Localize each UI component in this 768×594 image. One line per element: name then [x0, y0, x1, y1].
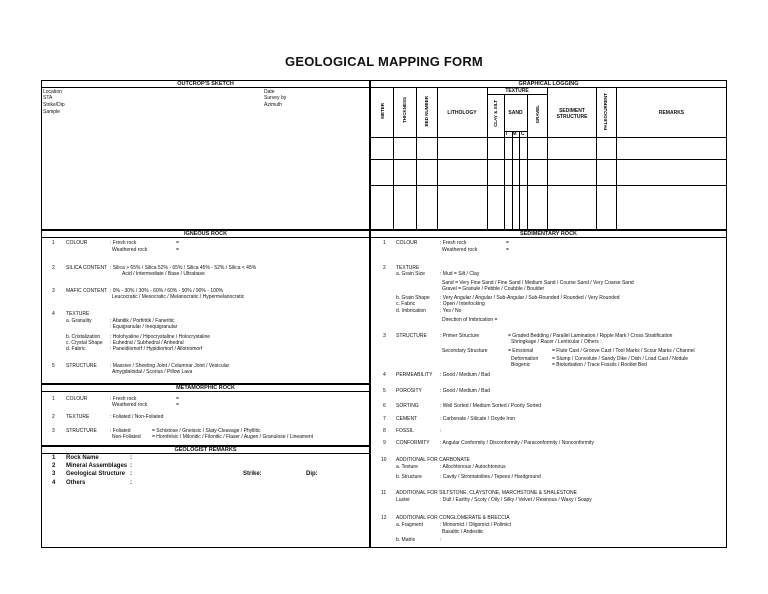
- igneous-structure-v1: : Massive / Sheeting Joint / Columnar Joint / Vesicular: [110, 363, 230, 369]
- igneous-fabric-label: d. Fabric: [66, 346, 86, 352]
- sed-permeability-no: 4: [383, 372, 386, 378]
- sed-biogenic-value: = Bioturbation / Trace Fossils / Rootlet Bed: [552, 362, 647, 368]
- col-thickness: THICKNESS: [402, 97, 407, 124]
- sed-imbrication-value: : Yes / No: [440, 308, 462, 314]
- sed-imbrication-label: d. Imbrication: [396, 308, 427, 314]
- meta-structure-foliated: : Foliated: [110, 428, 131, 434]
- sed-sorting-no: 6: [383, 403, 386, 409]
- igneous-colour-no: 1: [52, 240, 55, 246]
- sed-siltstone-no: 11: [381, 490, 387, 496]
- igneous-cryst-label: b. Cristalization: [66, 334, 101, 340]
- sed-structure-no: 3: [383, 333, 386, 339]
- meta-structure-no: 3: [52, 428, 55, 434]
- meta-colour-fresh: : Fresh rock: [110, 396, 137, 402]
- remark-minerals-no: 2: [52, 463, 56, 469]
- igneous-mafic-label: MAFIC CONTENT: [66, 288, 108, 294]
- igneous-cryst-value: : Holohyaline / Hipocrystaline / Holocrystaline: [110, 334, 211, 340]
- sed-fragment-value2: Basaltic / Andesitic: [442, 529, 484, 535]
- sed-deformation-label: Deformation: [511, 356, 539, 362]
- remark-rock-name: Rock Name: [66, 455, 99, 461]
- sed-fabric-value: : Open / Interlocking: [440, 301, 485, 307]
- meta-structure-foliated-values: = Schistose / Gneissic / Slaty-Cleavage / Phyllitic: [152, 428, 261, 434]
- sed-deformation-value: = Slump / Convolute / Sandy Dike / Dish / Load Cast / Nodule: [552, 356, 689, 362]
- sed-luster-label: Luster: [396, 497, 410, 503]
- igneous-shape-label: c. Crystal Shape: [66, 340, 103, 346]
- sed-primer-v1: = Graded Bedding / Parallel Lamination / Ripple Mark / Cross Stratification: [508, 333, 673, 339]
- sed-carbonate-no: 10: [381, 457, 387, 463]
- meta-texture-label: TEXTURE: [66, 414, 90, 420]
- sed-carbonate-texture-label: a. Texture: [396, 464, 418, 470]
- igneous-colour-fresh-eq: =: [176, 240, 179, 246]
- remark-minerals: Mineral Assemblages: [66, 463, 128, 469]
- igneous-colour-fresh: : Fresh rock: [110, 240, 137, 246]
- sed-carbonate-label: ADDITIONAL FOR CARBONATE: [396, 457, 470, 463]
- sed-porosity-no: 5: [383, 388, 386, 394]
- sed-grain-mud: : Mud = Silt / Clay: [440, 271, 480, 277]
- sed-cement-label: CEMENT: [396, 416, 418, 422]
- remark-strike: Strike:: [243, 471, 262, 477]
- field-azimuth: Azimuth: [264, 102, 283, 108]
- sed-secondary-label: Secondary Structure: [442, 348, 488, 354]
- sed-shape-label: b. Grain Shape: [396, 295, 430, 301]
- sed-luster-value: : Dull / Earthy / Scoty / Oily / Silky / Velvet / Resinous / Waxy / Soapy: [440, 497, 592, 503]
- sed-fragment-label: a. Fragment: [396, 522, 423, 528]
- sed-permeability-label: PERMEABILITY: [396, 372, 433, 378]
- igneous-fabric-value: : Paneidiomorf / Hypidiomorf / Allotriomorf: [110, 346, 203, 352]
- sed-colour-weathered: Weathered rock: [442, 247, 478, 253]
- igneous-shape-value: : Euhedral / Subhedral / Anhedral: [110, 340, 184, 346]
- remarks-heading: GEOLOGIST REMARKS: [174, 447, 237, 453]
- meta-colour-no: 1: [52, 396, 55, 402]
- sed-conglomerate-label: ADDITIONAL FOR CONGLOMERATE & BRECCIA: [396, 515, 510, 521]
- igneous-granulity-label: a. Granulity: [66, 318, 92, 324]
- sed-carbonate-structure-value: : Cavity / Stromatolites / Tepees / Hardground: [440, 474, 541, 480]
- meta-colour-label: COLOUR: [66, 396, 88, 402]
- sed-matrix-label: b. Matrix: [396, 537, 416, 543]
- meta-colour-fresh-eq: =: [176, 396, 179, 402]
- col-lithology: LITHOLOGY: [447, 110, 477, 116]
- outcrop-heading: OUTCROP'S SKETCH: [177, 81, 234, 87]
- remark-others: Others: [66, 480, 86, 486]
- field-sta: STA: [43, 95, 53, 101]
- igneous-colour-weathered: Weathered rock: [112, 247, 148, 253]
- igneous-structure-v2: Amygdaloidal / Scorius / Pillow Lava: [112, 369, 193, 375]
- igneous-mafic-values: : 0% - 30% / 30% - 60% / 60% - 90% / 90% - 100%: [110, 288, 224, 294]
- logging-heading: GRAPHICAL LOGGING: [518, 81, 579, 87]
- igneous-texture-no: 4: [52, 311, 55, 317]
- sed-imbrication-direction: Direction of Imbrication =: [442, 317, 498, 323]
- sed-carbonate-structure-label: b. Structure: [396, 474, 422, 480]
- sed-colour-fresh: : Fresh rock: [440, 240, 467, 246]
- col-paleocurrent: PALEOCURRENT: [603, 93, 608, 131]
- meta-structure-nonfoliated: Non-Foliated: [112, 434, 141, 440]
- sed-porosity-label: POROSITY: [396, 388, 422, 394]
- sed-fabric-label: c. Fabric: [396, 301, 416, 307]
- remark-dip: Dip:: [306, 471, 318, 477]
- sed-conformity-no: 9: [383, 440, 386, 446]
- igneous-colour-label: COLOUR: [66, 240, 88, 246]
- field-sample: Sample: [43, 109, 60, 115]
- sed-structure-label: STRUCTURE: [396, 333, 427, 339]
- field-location: Location: [43, 89, 62, 95]
- sed-shape-value: : Very Angular / Angular / Sub-Angular / Sub-Rounded / Rounded / Very Rounded: [440, 295, 620, 301]
- igneous-granulity-v2: : Equigranular / Inequigranular: [110, 324, 178, 330]
- sed-porosity-value: : Good / Medium / Bad: [440, 388, 491, 394]
- field-strike-dip: Strike/Dip: [43, 102, 65, 108]
- igneous-granulity-v1: : Afanitik / Porfiritik / Faneritic: [110, 318, 175, 324]
- page-title: GEOLOGICAL MAPPING FORM: [285, 54, 483, 69]
- col-sand: SAND: [508, 110, 523, 116]
- igneous-colour-weathered-eq: =: [176, 247, 179, 253]
- sed-conformity-label: CONFORMITY: [396, 440, 430, 446]
- sedimentary-heading: SEDIMENTARY ROCK: [519, 231, 578, 237]
- sed-fragment-value: : Monomict / Oligomict / Polimict: [440, 522, 512, 528]
- sed-primer-v2: Shringkage / Racer / Lenticular / Others :: [511, 339, 602, 345]
- sed-biogenic-label: Biogenic: [511, 362, 531, 368]
- igneous-heading: IGNEOUS ROCK: [183, 231, 228, 237]
- col-clay-silt: CLAY & SILT: [493, 100, 498, 127]
- col-bed-number: BED NUMBER: [424, 96, 429, 127]
- col-sand-sub: T M C: [504, 131, 527, 137]
- sed-cement-no: 7: [383, 416, 386, 422]
- sed-grain-sand: Sand = Very Fine Sand / Fine Sand / Medium Sand / Course Sand / Very Coarse Sand: [442, 280, 634, 286]
- remark-minerals-colon: :: [130, 463, 132, 469]
- sed-colour-no: 1: [383, 240, 386, 246]
- sed-primer-label: : Primer Structure: [440, 333, 480, 339]
- sed-cement-value: : Carbonate / Silicate / Oxyde Iron: [440, 416, 516, 422]
- meta-texture-value: : Foliated / Non-Foliated: [110, 414, 164, 420]
- sed-grain-gravel: Gravel = Granule / Pebble / Coubble / Boulder: [442, 286, 545, 292]
- meta-colour-weathered: Weathered rock: [112, 402, 148, 408]
- sed-matrix-value: :: [440, 537, 442, 543]
- col-remarks: REMARKS: [658, 110, 685, 116]
- remark-rock-name-colon: :: [130, 455, 132, 461]
- meta-colour-weathered-eq: =: [176, 402, 179, 408]
- sed-conglomerate-no: 12: [381, 515, 387, 521]
- remark-structure-colon: :: [130, 471, 132, 477]
- igneous-silica-no: 2: [52, 265, 55, 271]
- remark-others-no: 4: [52, 480, 56, 486]
- igneous-structure-no: 5: [52, 363, 55, 369]
- sed-colour-fresh-eq: =: [506, 240, 509, 246]
- sed-texture-no: 2: [383, 265, 386, 271]
- metamorphic-heading: METAMORPHIC ROCK: [176, 385, 235, 391]
- sed-sorting-label: SORTING: [396, 403, 419, 409]
- sed-carbonate-texture-value: : Allochtonous / Autochtonous: [440, 464, 506, 470]
- sed-colour-weathered-eq: =: [506, 247, 509, 253]
- field-survey-by: Survey by: [264, 95, 287, 101]
- remark-rock-name-no: 1: [52, 455, 56, 461]
- igneous-structure-label: STRUCTURE: [66, 363, 97, 369]
- sed-siltstone-label: ADDITIONAL FOR SILTSTONE, CLAYSTONE, MARCHSTONE & SHALESTONE: [396, 490, 577, 496]
- sed-erosional-label: = Erosional: [508, 348, 534, 354]
- sed-permeability-value: : Good / Medium / Bad: [440, 372, 491, 378]
- sed-texture-label: TEXTURE: [396, 265, 420, 271]
- sed-conformity-value: : Angular Conformity / Disconformity / Paraconformity / Nonconformity: [440, 440, 594, 446]
- remark-structure-no: 3: [52, 471, 56, 477]
- igneous-texture-label: TEXTURE: [66, 311, 90, 317]
- sed-fossil-no: 8: [383, 428, 386, 434]
- sed-erosional-value: = Flute Cast / Groove Cast / Tool Marks / Scour Marks / Channel: [552, 348, 695, 354]
- sed-fossil-label: FOSSIL: [396, 428, 414, 434]
- remark-structure: Geological Structure: [66, 471, 126, 477]
- igneous-silica-values: : Silica > 65% / Silica 52% - 65% / Silica 45% - 52% / Silica < 45%: [110, 265, 257, 271]
- sed-colour-label: COLOUR: [396, 240, 418, 246]
- meta-structure-nonfoliated-values: = Hornfelsic / Milonitic / Filonitic / Flaser / Augen / Granulose / Lineament: [152, 434, 314, 440]
- col-meter: METER: [380, 103, 385, 119]
- meta-texture-no: 2: [52, 414, 55, 420]
- col-sediment-structure: SEDIMENT STRUCTURE: [556, 108, 588, 120]
- igneous-silica-classes: Acid / Intermediate / Base / Ultrabase: [122, 271, 205, 277]
- col-gravel: GRAVEL: [535, 105, 540, 124]
- field-date: Date: [264, 89, 275, 95]
- col-texture: TEXTURE: [505, 88, 529, 94]
- meta-structure-label: STRUCTURE: [66, 428, 97, 434]
- sed-grain-label: a. Grain Size: [396, 271, 425, 277]
- remark-others-colon: :: [130, 480, 132, 486]
- igneous-mafic-classes: Leucocratic / Mesocratic / Melanocratic / Hypermelanocratic: [112, 294, 245, 300]
- outcrop-sketch-box: [41, 80, 370, 230]
- igneous-silica-label: SILICA CONTENT: [66, 265, 108, 271]
- sed-sorting-value: : Well Sorted / Medium Sorted / Poorly Sorted: [440, 403, 542, 409]
- igneous-mafic-no: 3: [52, 288, 55, 294]
- igneous-box: [41, 230, 370, 384]
- sed-fossil-value: :: [440, 428, 442, 434]
